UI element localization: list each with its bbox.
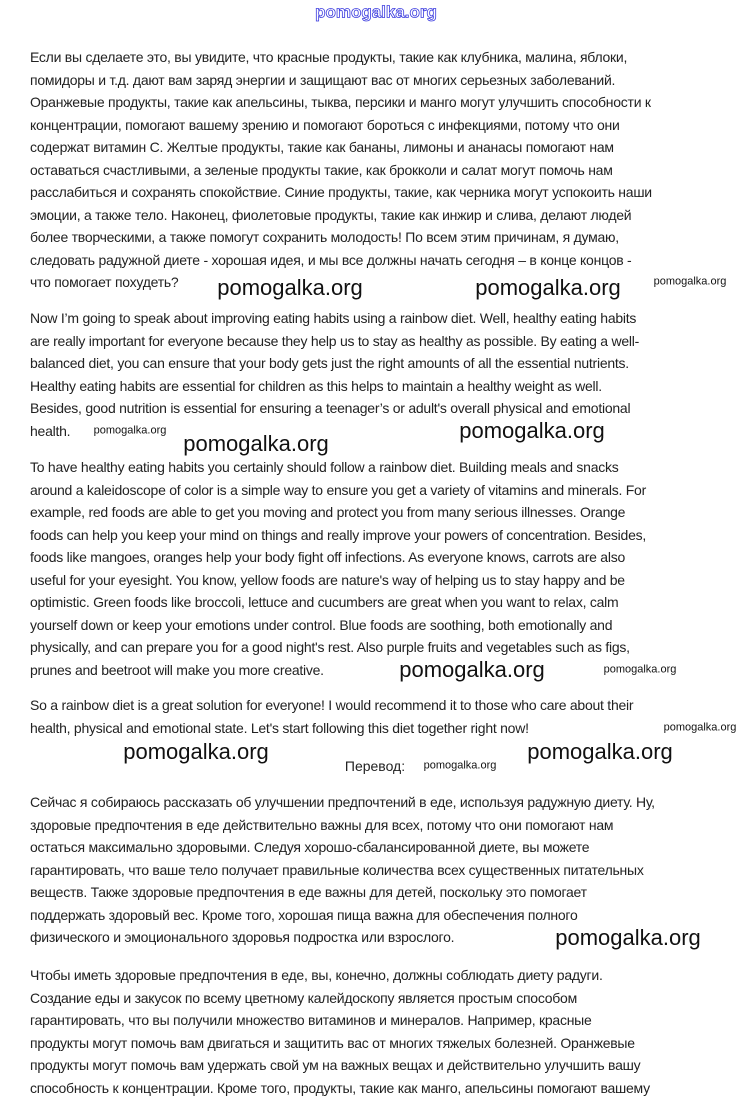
watermark: pomogalka.org [123,739,269,764]
watermark: pomogalka.org [527,739,673,764]
text-line: здоровые предпочтения в еде действительно важны для всех, потому что они помогают нам [30,816,614,833]
watermark: pomogalka.org [423,759,497,772]
text-line: эмоции, а также тело. Наконец, фиолетовые продукты, такие как инжир и слива, делают людей [30,206,632,223]
text-line: гарантировать, что ваше тело получает правильные количества всех существенных питательных [30,861,644,878]
paragraph-en-3 [30,694,633,739]
watermark: pomogalka.org [663,721,737,734]
text-line: помидоры и т.д. дают вам заряд энергии и защищают вас от многих серьезных заболеваний. [30,71,616,88]
text-line: around a kaleidoscope of color is a simple way to ensure you get a variety of vitamins and minerals. For [30,481,646,498]
text-line: содержат витамин С. Желтые продукты, такие как бананы, лимоны и ананасы помогают нам [30,139,614,155]
text-line: продукты могут помочь вам удержать свой ум на важных вещах и действительно улучшить вашу [30,1057,641,1073]
text-line: So a rainbow diet is a great solution for everyone! I would recommend it to those who care about their [30,697,634,713]
text-line: are really important for everyone because they help us to stay as healthy as possible. By eating a well- [30,332,640,349]
text-line: следовать радужной диете - хорошая идея, и мы все должны начать сегодня – в конце концов - [30,251,632,268]
text-line: foods like mangoes, oranges help your body fight off infections. As everyone knows, carrots are also [30,549,625,565]
text-line: balanced diet, you can ensure that your body gets just the right amounts of all the essential nutrients. [30,355,629,371]
text-line: health, physical and emotional state. Let's start following this diet together right now! [30,719,529,736]
text-line: useful for your eyesight. You know, yellow foods are nature's way of helping us to stay happy and be [30,571,625,588]
text-line: health. [30,422,71,439]
text-line: Создание еды и закусок по всему цветному калейдоскопу является простым способом [30,989,577,1006]
watermark: pomogalka.org [93,424,167,437]
text-line: Besides, good nutrition is essential for ensuring a teenager’s or adult's overall physical and emotional [30,400,631,416]
header-watermark: pomogalka.org [315,2,437,22]
paragraph-ru-2 [30,964,650,1099]
watermark: pomogalka.org [183,431,329,456]
text-line: Healthy eating habits are essential for children as this helps to maintain a healthy weight as well. [30,377,602,394]
text-line: остаться максимально здоровыми. Следуя хорошо-сбалансированной диете, вы можете [30,839,590,855]
text-line: prunes and beetroot will make you more creative. [30,661,324,678]
text-line: example, red foods are able to get you moving and protect you from many serious illnesses. Orange [30,504,626,520]
text-line: физического и эмоционального здоровья подростка или взрослого. [30,929,455,945]
text-line: yourself down or keep your emotions under control. Blue foods are soothing, both emotionally and [30,616,613,633]
text-line: Now I’m going to speak about improving eating habits using a rainbow diet. Well, healthy eating habits [30,310,637,326]
text-line: что помогает похудеть? [30,274,179,290]
text-line: поддержать здоровый вес. Кроме того, хорошая пища важна для обеспечения полного [30,906,578,923]
translation-heading: Перевод: [344,758,406,774]
text-line: оставаться счастливыми, а зеленые продукты такие, как брокколи и салат могут помочь нам [30,161,613,178]
text-line: physically, and can prepare you for a good night's rest. Also purple fruits and vegetables such as figs, [30,639,630,655]
watermark: pomogalka.org [217,275,363,300]
text-line: foods can help you keep your mind on things and really improve your powers of concentration. Besides, [30,526,647,543]
text-line: расслабиться и сохранять спокойствие. Синие продукты, такие, как черника могут успокоить наши [30,184,652,200]
paragraph-en-2 [30,456,646,681]
text-line: гарантировать, что вы получили множество витаминов и минералов. Например, красные [30,1012,592,1028]
watermark: pomogalka.org [555,925,701,950]
text-line: Оранжевые продукты, такие как апельсины, тыква, персики и манго могут улучшить способности к [30,94,651,110]
text-line: Сейчас я собираюсь рассказать об улучшении предпочтений в еде, используя радужную диету. Ну, [30,794,655,810]
watermark: pomogalka.org [475,275,621,300]
text-line: optimistic. Green foods like broccoli, lettuce and cucumbers are great when you want to relax, calm [30,594,619,610]
text-line: способность к концентрации. Кроме того, продукты, такие как манго, апельсины помогают вашему [30,1079,650,1096]
paragraph-ru-intro [30,46,652,294]
text-line: более творческими, а также помогут сохранить молодость! По всем этим причинам, я думаю, [30,229,619,245]
watermark: pomogalka.org [653,275,727,288]
watermark: pomogalka.org [603,663,677,676]
text-line: продукты могут помочь вам двигаться и защитить вас от многих тяжелых болезней. Оранжевые [30,1034,635,1051]
text-line: веществ. Также здоровые предпочтения в еде важны для детей, поскольку это помогает [30,884,587,900]
text-line: To have healthy eating habits you certainly should follow a rainbow diet. Building meals and snacks [30,459,619,475]
text-line: Чтобы иметь здоровые предпочтения в еде, вы, конечно, должны соблюдать диету радуги. [30,967,603,983]
text-line: Если вы сделаете это, вы увидите, что красные продукты, такие как клубника, малина, яблоки, [30,49,628,65]
text-line: концентрации, помогают вашему зрению и помогают бороться с инфекциями, потому что они [30,116,620,133]
watermark: pomogalka.org [399,657,545,682]
watermark: pomogalka.org [459,418,605,443]
